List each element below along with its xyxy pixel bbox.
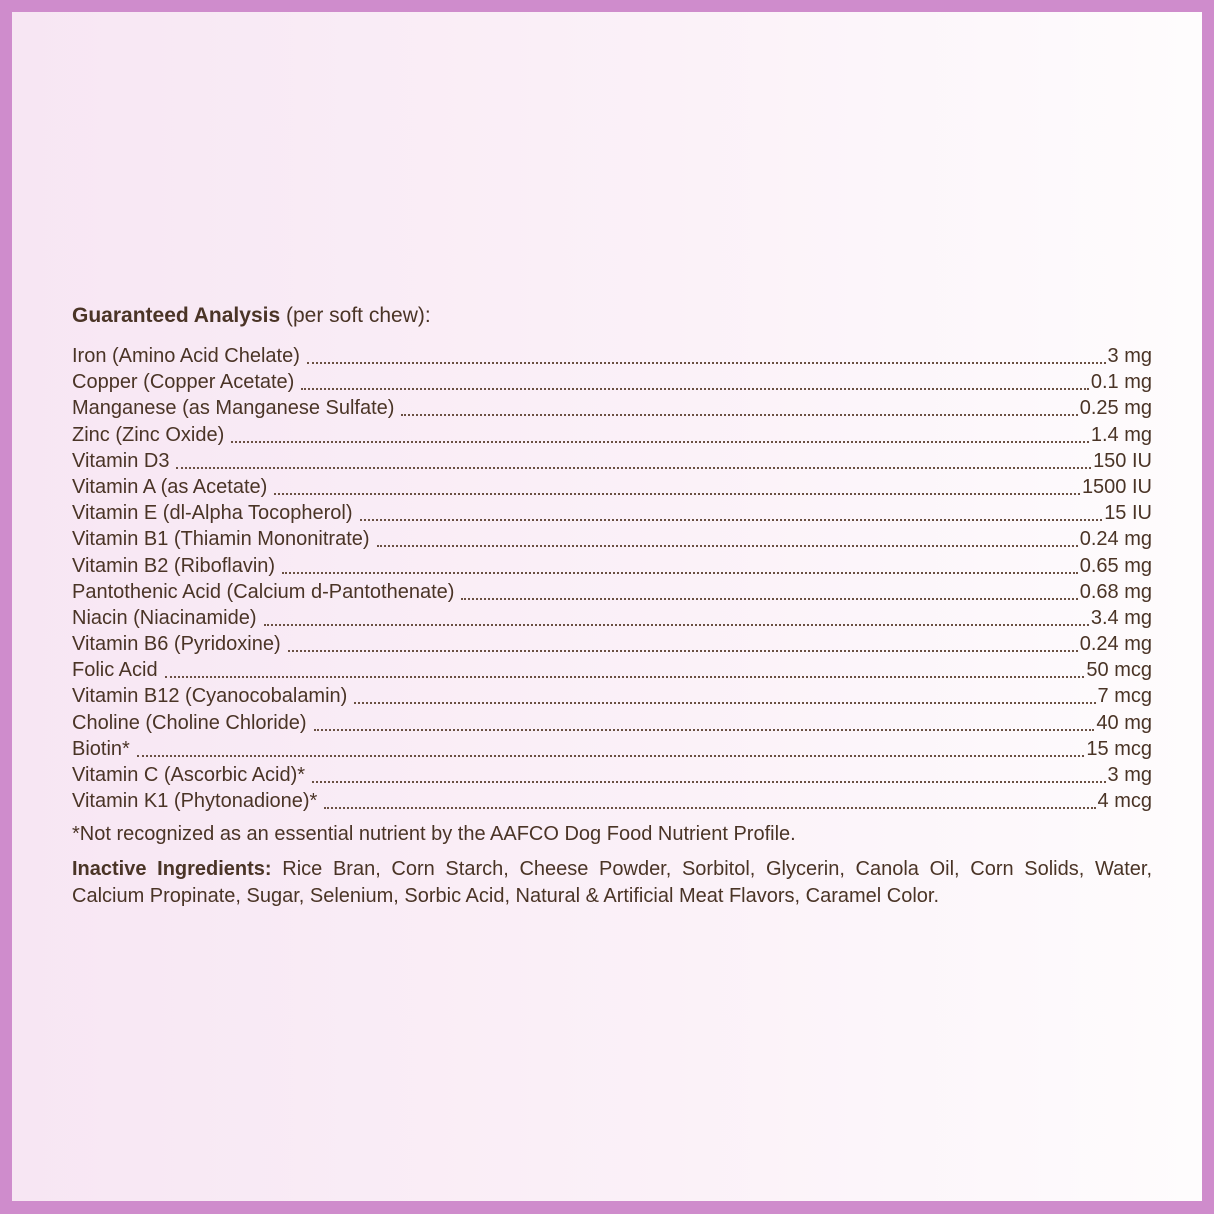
inactive-ingredients-label: Inactive Ingredients: [72,858,272,881]
nutrient-row [72,340,1152,366]
nutrient-amount: 3 mg [1107,764,1152,786]
nutrient-amount: 3 mg [1107,345,1152,367]
nutrient-name: Vitamin B1 (Thiamin Mononitrate) [72,528,370,551]
heading-title: Guaranteed Analysis [72,304,281,327]
nutrient-row [72,419,1152,445]
dot-leader [461,578,1077,600]
dot-leader [274,473,1080,495]
nutrient-amount: 50 mcg [1086,659,1152,682]
dot-leader [264,604,1089,626]
dot-leader [301,368,1089,390]
nutrient-row [72,550,1152,576]
nutrient-amount: 40 mg [1096,711,1152,734]
nutrient-amount: 0.24 mg [1079,633,1152,656]
nutrient-list [72,340,1152,811]
nutrient-row [72,497,1152,523]
dot-leader [165,656,1085,678]
dot-leader [360,499,1103,521]
nutrient-amount: 15 mcg [1086,737,1152,760]
nutrient-row [72,471,1152,497]
dot-leader [137,735,1085,757]
nutrient-name: Folic Acid [72,659,158,682]
nutrient-row [72,680,1152,706]
nutrient-name: Vitamin D3 [72,449,170,472]
nutrient-row [72,707,1152,733]
dot-leader [314,709,1095,731]
footnote: *Not recognized as an essential nutrient by the AAFCO Dog Food Nutrient Profile. [72,823,796,846]
dot-leader [231,421,1089,443]
nutrient-name: Vitamin B6 (Pyridoxine) [72,633,281,656]
nutrient-name: Vitamin A (as Acetate) [72,475,268,498]
nutrient-name: Manganese (as Manganese Sulfate) [72,397,395,420]
label-panel [12,12,1202,1201]
nutrient-row [72,445,1152,471]
nutrient-row [72,576,1152,602]
nutrient-row [72,392,1152,418]
dot-leader [176,447,1091,469]
dot-leader [307,342,1106,364]
dot-leader [401,394,1077,416]
nutrient-amount: 1500 IU [1081,475,1152,498]
dot-leader [312,761,1105,783]
nutrient-name: Vitamin B12 (Cyanocobalamin) [72,685,348,708]
dot-leader [354,682,1095,704]
nutrient-amount: 15 IU [1104,502,1152,525]
nutrient-row [72,785,1152,811]
guaranteed-analysis-section [72,302,1152,909]
nutrient-amount: 1.4 mg [1090,423,1152,446]
nutrient-name: Vitamin K1 (Phytonadione)* [72,790,318,813]
nutrient-name: Pantothenic Acid (Calcium d-Pantothenate) [72,580,455,603]
nutrient-amount: 0.1 mg [1090,371,1152,394]
nutrient-row [72,628,1152,654]
nutrient-name: Niacin (Niacinamide) [72,606,257,629]
dot-leader [288,630,1078,652]
nutrient-row [72,523,1152,549]
nutrient-row [72,733,1152,759]
dot-leader [282,552,1078,574]
nutrient-name: Vitamin C (Ascorbic Acid)* [72,764,306,786]
heading-note: (per soft chew): [285,304,431,327]
nutrient-row [72,366,1152,392]
nutrient-name: Copper (Copper Acetate) [72,371,295,394]
nutrient-name: Iron (Amino Acid Chelate) [72,345,300,367]
nutrient-name: Vitamin E (dl-Alpha Tocopherol) [72,502,353,525]
inactive-ingredients-text: Rice Bran, Corn Starch, Cheese Powder, Sorbitol, Glycerin, Canola Oil, Corn Solids, Water, Calcium Propinate, Sugar, Selenium, Sorbic Acid, Natural & Artificial Meat Flavors, Caramel Color. [72,858,1152,907]
nutrient-amount: 4 mcg [1097,790,1152,813]
nutrient-amount: 3.4 mg [1090,606,1152,629]
nutrient-amount: 7 mcg [1097,685,1152,708]
nutrient-row [72,602,1152,628]
nutrient-name: Zinc (Zinc Oxide) [72,423,225,446]
section-heading [72,302,1152,330]
dot-leader [377,525,1078,547]
inactive-ingredients [72,856,1152,909]
nutrient-amount: 150 IU [1093,449,1152,472]
nutrient-amount: 0.25 mg [1079,397,1152,420]
nutrient-amount: 0.24 mg [1079,528,1152,551]
nutrient-name: Biotin* [72,737,130,760]
dot-leader [324,787,1095,809]
nutrient-amount: 0.65 mg [1079,554,1152,577]
nutrient-row [72,759,1152,785]
nutrient-name: Choline (Choline Chloride) [72,711,307,734]
nutrient-row [72,654,1152,680]
nutrient-amount: 0.68 mg [1079,580,1152,603]
nutrient-name: Vitamin B2 (Riboflavin) [72,554,276,577]
